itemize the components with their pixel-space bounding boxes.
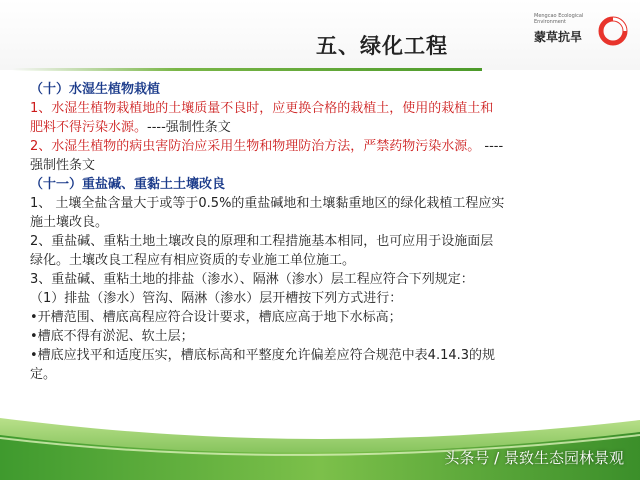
mandatory-tag-2: 强制性条文 [30, 158, 96, 173]
item-2-line-a: 2、重盐碱、重粘土地土壤改良的原理和工程措施基本相同，也可应用于设施面层 [30, 234, 494, 249]
mandatory-tag: ----强制性条文 [147, 120, 231, 135]
logo-mark-icon [598, 16, 628, 46]
item-2-line-b: 绿化。土壤改良工程应有相应资质的专业施工单位施工。 [30, 253, 356, 268]
section-heading-11: （十一）重盐碱、重黏土土壤改良 [30, 177, 226, 192]
bullet-3-line-a: • 槽底应找平和适度压实，槽底标高和平整度允许偏差应符合规范中表4.14.3的规 [30, 346, 610, 365]
logo-small-line1: Mengcao Ecological [534, 13, 584, 19]
title-underline [12, 68, 482, 71]
logo-small-text [534, 13, 583, 25]
sub-item-1: （1）排盐（渗水）管沟、隔淋（渗水）层开槽按下列方式进行： [30, 291, 403, 306]
logo-text: 蒙草抗旱 [534, 30, 583, 44]
watermark: 头条号 / 景致生态园林景观 [444, 449, 624, 467]
item-1-line-b: 施土壤改良。 [30, 215, 109, 230]
bullet-1: • 开槽范围、槽底高程应符合设计要求，槽底应高于地下水标高； [30, 308, 610, 327]
item-3: 3、重盐碱、重粘土地的排盐（渗水）、隔淋（渗水）层工程应符合下列规定： [30, 272, 474, 287]
clause-1-text: 肥料不得污染水源。 [30, 120, 148, 135]
clause-1-line-a: 1、水湿生植物栽植地的土壤质量不良时，应更换合格的栽植土，使用的栽植土和 [30, 101, 494, 116]
brand-logo [534, 10, 634, 58]
clause-1-line-b [30, 118, 610, 137]
slide-title: 五、绿化工程 [316, 34, 448, 58]
clause-2 [30, 137, 610, 156]
mandatory-tag-dashes: ---- [480, 139, 504, 154]
section-heading-10: （十）水湿生植物栽植 [30, 82, 161, 97]
slide-body [30, 80, 610, 384]
logo-small-line2: Environment [534, 19, 566, 25]
clause-2-text: 2、水湿生植物的病虫害防治应采用生物和物理防治方法，严禁药物污染水源。 [30, 139, 481, 154]
item-1-line-a: 1、 土壤全盐含量大于或等于0.5%的重盐碱地和土壤黏重地区的绿化栽植工程应实 [30, 196, 505, 211]
bullet-2: • 槽底不得有淤泥、软土层； [30, 327, 610, 346]
bullet-3-line-b: 定。 [30, 367, 57, 382]
